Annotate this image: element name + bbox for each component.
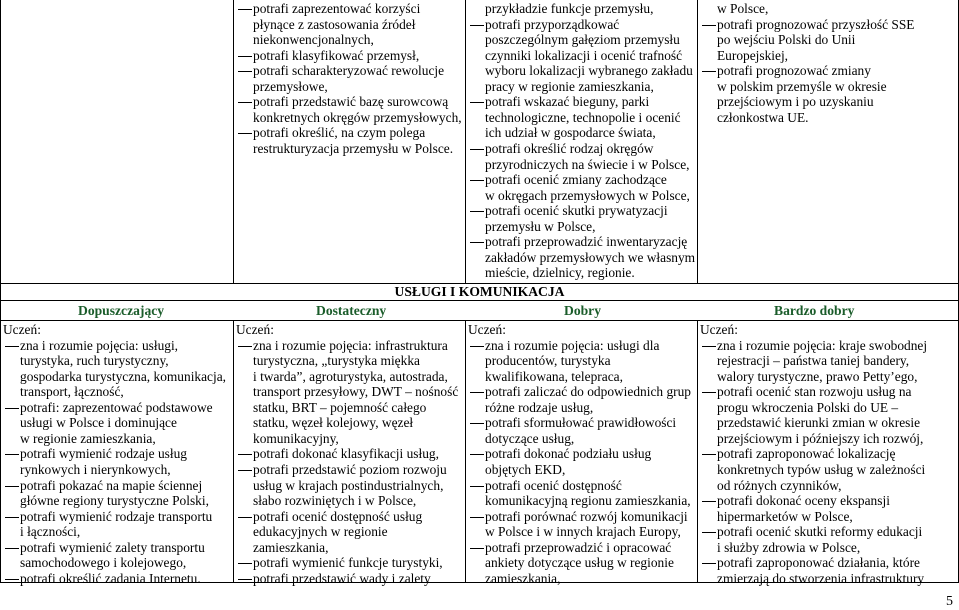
bullet-dash	[702, 392, 716, 393]
bullet-dash	[5, 517, 19, 518]
student-label: Uczeń:	[468, 322, 506, 337]
bullet-dash	[238, 579, 252, 580]
grid-line	[465, 320, 466, 583]
text-line: komunikacyjną regionu zamieszkania,	[485, 493, 691, 509]
text-line: potrafi dokonać oceny ekspansji	[717, 493, 890, 509]
text-line: pracy w regionie zamieszkania,	[485, 78, 654, 94]
text-line: przemysłowe,	[253, 78, 328, 94]
bullet-dash	[702, 532, 716, 533]
text-line: potrafi zaliczać do odpowiednich grup	[485, 384, 691, 400]
text-line: komunikacyjny,	[253, 430, 339, 446]
text-line: potrafi scharakteryzować rewolucje	[253, 63, 445, 79]
text-line: potrafi wymienić rodzaje usług	[20, 446, 187, 462]
text-line: transport, łączność,	[20, 384, 124, 400]
text-line: zamieszkania,	[253, 539, 329, 555]
text-line: rejestracji – państwa taniej bandery,	[717, 353, 910, 369]
text-line: przyrodniczych na świecie i w Polsce,	[485, 156, 690, 172]
text-line: zna i rozumie pojęcia: kraje swobodnej	[717, 337, 928, 353]
text-line: ankiety dotyczące usług w regionie	[485, 555, 674, 571]
text-line: zna i rozumie pojęcia: infrastruktura	[253, 337, 448, 353]
text-line: zna i rozumie pojęcia: usługi,	[20, 337, 179, 353]
text-line: turystyczna, „turystyka miękka	[253, 353, 420, 369]
text-line: mieście, dzielnicy, regionie.	[485, 265, 635, 281]
text-line: potrafi określić rodzaj okręgów	[485, 140, 654, 156]
bullet-dash	[5, 486, 19, 487]
student-label: Uczeń:	[3, 322, 41, 337]
text-line: po wejściu Polski do Unii	[717, 32, 856, 48]
text-line: zakładów przemysłowych we własnym	[485, 249, 696, 265]
text-line: członkostwa UE.	[717, 109, 809, 125]
text-line: przejściowym i po uzyskaniu	[717, 94, 874, 110]
text-line: wyboru lokalizacji wybranego zakładu	[485, 63, 693, 79]
grade-header-dopuszczajacy: Dopuszczający	[78, 303, 165, 318]
text-line: potrafi przedstawić bazę surowcową	[253, 94, 449, 110]
text-line: konkretnych okręgów przemysłowych,	[253, 109, 462, 125]
bullet-dash	[238, 470, 252, 471]
text-line: potrafi przedstawić wady i zalety	[253, 570, 431, 586]
bullet-dash	[702, 25, 716, 26]
bullet-dash	[470, 346, 484, 347]
bullet-dash	[238, 563, 252, 564]
grid-line	[697, 0, 698, 283]
grade-header-dostateczny: Dostateczny	[316, 303, 387, 318]
bullet-dash	[702, 71, 716, 72]
bullet-dash	[702, 346, 716, 347]
text-line: i służby zdrowia w Polsce,	[717, 539, 861, 555]
text-line: potrafi określić, na czym polega	[253, 125, 426, 141]
text-line: płynące z zastosowania źródeł	[253, 16, 416, 32]
text-line: główne regiony turystyczne Polski,	[20, 493, 209, 509]
text-line: i twarda”, agroturystyka, autostrada,	[253, 368, 448, 384]
text-line: potrafi prognozować zmiany	[717, 63, 871, 79]
grid-line	[0, 300, 959, 301]
grid-line	[233, 0, 234, 283]
grid-line	[697, 320, 698, 583]
bullet-dash	[470, 25, 484, 26]
bullet-dash	[702, 501, 716, 502]
text-line: potrafi sformułować prawidłowości	[485, 415, 677, 431]
grid-line	[0, 320, 959, 321]
bullet-dash	[238, 56, 252, 57]
text-line: potrafi prognozować przyszłość SSE	[717, 16, 915, 32]
text-line: niekonwencjonalnych,	[253, 32, 374, 48]
bullet-dash	[5, 548, 19, 549]
text-line: kwalifikowana, telepraca,	[485, 368, 623, 384]
text-line: w regionie zamieszkania,	[20, 430, 156, 446]
bullet-dash	[238, 9, 252, 10]
text-line: potrafi klasyfikować przemysł,	[253, 47, 420, 63]
text-line: potrafi wymienić rodzaje transportu	[20, 508, 213, 524]
text-line: potrafi ocenić zmiany zachodzące	[485, 172, 667, 188]
text-line: potrafi przedstawić poziom rozwoju	[253, 461, 447, 477]
bullet-dash	[702, 563, 716, 564]
text-line: przedstawić kierunki zmian w okresie	[717, 415, 921, 431]
text-line: gospodarka turystyczna, komunikacja,	[20, 368, 227, 384]
bullet-dash	[238, 346, 252, 347]
text-line: walory turystyczne, prawo Petty’ego,	[717, 368, 918, 384]
bullet-dash	[238, 133, 252, 134]
bullet-dash	[470, 149, 484, 150]
student-label: Uczeń:	[700, 322, 738, 337]
text-line: zna i rozumie pojęcia: usługi dla	[485, 337, 660, 353]
text-line: producentów, turystyka	[485, 353, 611, 369]
text-line: zamieszkania,	[485, 570, 561, 586]
text-line: dotyczące usług,	[485, 430, 575, 446]
bullet-dash	[5, 346, 19, 347]
text-line: różne rodzaje usług,	[485, 399, 594, 415]
bullet-dash	[470, 102, 484, 103]
text-line: przejściowym i późniejszy ich rozwój,	[717, 430, 924, 446]
text-line: potrafi wymienić funkcje turystyki,	[253, 555, 443, 571]
text-line: potrafi dokonać podziału usług	[485, 446, 652, 462]
bullet-dash	[238, 71, 252, 72]
text-line: w Polsce i w innych krajach Europy,	[485, 524, 681, 540]
text-line: potrafi określić zadania Internetu.	[20, 570, 201, 586]
text-line: potrafi przyporządkować	[485, 16, 620, 32]
bullet-dash	[470, 517, 484, 518]
text-line: zmierzają do stworzenia infrastruktury	[717, 570, 925, 586]
text-line: ich udział w gospodarce świata,	[485, 125, 656, 141]
text-line: przemysłu w Polsce,	[485, 218, 596, 234]
bullet-dash	[5, 579, 19, 580]
bullet-dash	[470, 486, 484, 487]
text-line: statku, BRT – pojemność całego	[253, 399, 427, 415]
bullet-dash	[470, 242, 484, 243]
text-line: technologiczne, technopolie i ocenić	[485, 109, 681, 125]
section-title: USŁUGI I KOMUNIKACJA	[394, 284, 565, 299]
text-line: progu wkroczenia Polski do UE –	[717, 399, 899, 415]
text-line: potrafi zaproponować działania, które	[717, 555, 920, 571]
text-line: potrafi ocenić dostępność	[485, 477, 622, 493]
text-line: potrafi zaproponować lokalizację	[717, 446, 896, 462]
text-line: Europejskiej,	[717, 47, 789, 63]
text-line: potrafi ocenić skutki reformy edukacji	[717, 524, 923, 540]
student-label: Uczeń:	[236, 322, 274, 337]
text-line: potrafi porównać rozwój komunikacji	[485, 508, 688, 524]
grade-header-bardzo-dobry: Bardzo dobry	[774, 303, 855, 318]
text-line: hipermarketów w Polsce,	[717, 508, 853, 524]
text-line: potrafi zaprezentować korzyści	[253, 1, 421, 16]
text-line: statku, węzeł kolejowy, węzeł	[253, 415, 414, 431]
text-line: potrafi przeprowadzić inwentaryzację	[485, 234, 688, 250]
text-line: konkretnych typów usług w zależności	[717, 461, 926, 477]
bullet-dash	[238, 454, 252, 455]
text-line: potrafi ocenić stan rozwoju usług na	[717, 384, 912, 400]
text-line: potrafi ocenić skutki prywatyzacji	[485, 203, 668, 219]
text-line: potrafi ocenić dostępność usług	[253, 508, 423, 524]
text-line: potrafi wskazać bieguny, parki	[485, 94, 650, 110]
text-line: usługi w Polsce i dominujące	[20, 415, 177, 431]
text-line: potrafi pokazać na mapie ściennej	[20, 477, 203, 493]
text-line: od różnych czynników,	[717, 477, 842, 493]
bullet-dash	[470, 454, 484, 455]
text-line: transport przesyłowy, DWT – nośność	[253, 384, 459, 400]
bullet-dash	[238, 517, 252, 518]
text-line: w polskim przemyśle w okresie	[717, 78, 887, 94]
bullet-dash	[5, 408, 19, 409]
grid-line	[0, 0, 1, 300]
text-line: samochodowego i kolejowego,	[20, 555, 187, 571]
bullet-dash	[470, 423, 484, 424]
page-number: 5	[946, 594, 953, 609]
bullet-dash	[470, 392, 484, 393]
text-line: turystyka, ruch turystyczny,	[20, 353, 169, 369]
text-line: rynkowych i nierynkowych,	[20, 461, 171, 477]
text-line: w okręgach przemysłowych w Polsce,	[485, 187, 690, 203]
text-line: potrafi wymienić zalety transportu	[20, 539, 205, 555]
bullet-dash	[470, 211, 484, 212]
text-line: w Polsce,	[717, 1, 769, 16]
bullet-dash	[470, 180, 484, 181]
bullet-dash	[238, 102, 252, 103]
text-line: potrafi: zaprezentować podstawowe	[20, 399, 213, 415]
grade-header-dobry: Dobry	[564, 303, 602, 318]
bullet-dash	[702, 454, 716, 455]
text-line: objętych EKD,	[485, 461, 566, 477]
grid-line	[465, 0, 466, 283]
text-line: czynniki lokalizacji i ocenić trafność	[485, 47, 683, 63]
text-line: i łączności,	[20, 524, 81, 540]
text-line: przykładzie funkcje przemysłu,	[485, 1, 654, 16]
text-line: poszczególnym gałęziom przemysłu	[485, 32, 680, 48]
bullet-dash	[5, 454, 19, 455]
text-line: słabo rozwiniętych i w Polsce,	[253, 493, 417, 509]
text-line: usług w krajach postindustrialnych,	[253, 477, 444, 493]
text-line: restrukturyzacja przemysłu w Polsce.	[253, 140, 454, 156]
text-line: potrafi dokonać klasyfikacji usług,	[253, 446, 439, 462]
grid-line	[233, 320, 234, 583]
text-line: edukacyjnych w regionie	[253, 524, 388, 540]
text-line: potrafi przeprowadzić i opracować	[485, 539, 672, 555]
grid-line	[0, 300, 1, 583]
bullet-dash	[470, 548, 484, 549]
